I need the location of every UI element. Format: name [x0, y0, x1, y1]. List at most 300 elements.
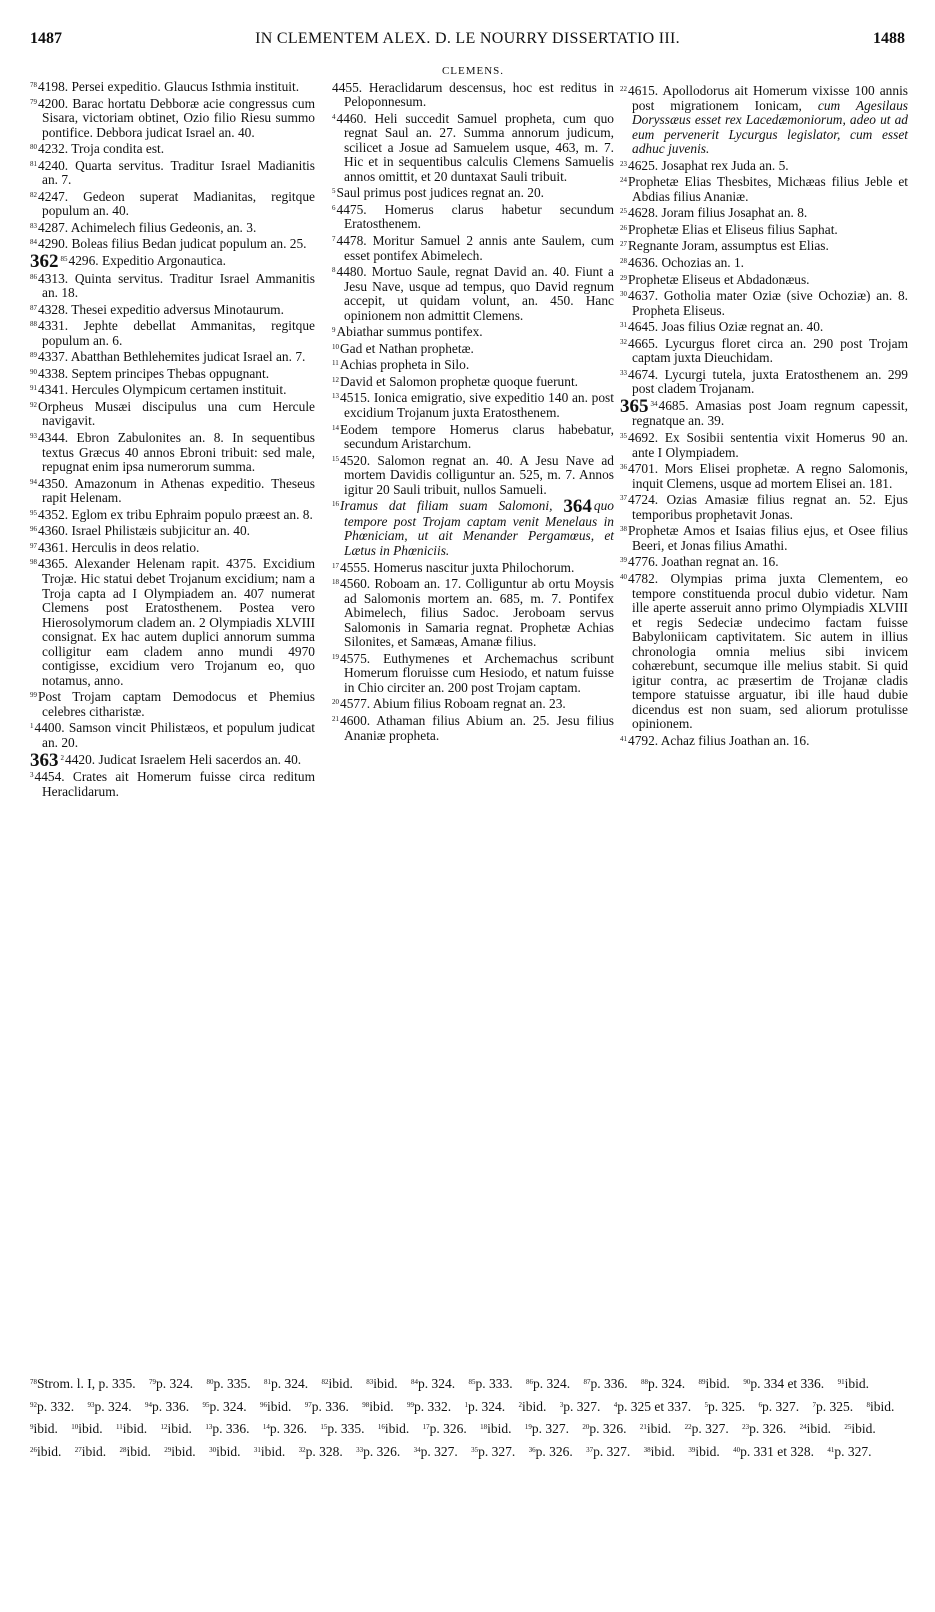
- chronology-entry: [332, 497, 614, 558]
- footnote: [519, 1399, 547, 1414]
- page-number-right: 1488: [873, 30, 905, 47]
- footnote-ref: 9: [332, 326, 336, 335]
- footnote-ref: 31: [620, 321, 627, 330]
- footnote-ref: 99: [30, 691, 37, 700]
- entry-text: Post Trojam captam Demodocus et Phemius celebres citharistæ.: [38, 689, 315, 719]
- entry-text: 4350. Amazonum in Athenas expeditio. Theseus rapit Helenam.: [38, 475, 315, 506]
- chronology-entry: [620, 204, 908, 221]
- chronology-entry: [30, 301, 315, 318]
- footnote-ref: 85: [60, 255, 68, 264]
- footnote-ref: 27: [620, 240, 627, 249]
- footnote-ref: 98: [30, 558, 37, 567]
- footnote-text: p. 326.: [749, 1421, 787, 1436]
- footnote-text: ibid.: [122, 1421, 148, 1436]
- footnote-number: 7: [812, 1400, 817, 1409]
- footnote-number: 9: [30, 1423, 34, 1431]
- footnote: [209, 1444, 240, 1459]
- margin-page-number: 365: [620, 395, 649, 417]
- footnote: [844, 1421, 875, 1436]
- entry-text: 4628. Joram filius Josaphat an. 8.: [628, 205, 808, 221]
- footnote-ref: 37: [620, 494, 627, 503]
- chronology-entry: [620, 366, 908, 397]
- footnote-number: 92: [30, 1400, 37, 1409]
- footnote-number: 33: [356, 1445, 364, 1454]
- footnote-ref: 87: [30, 303, 37, 312]
- footnote: [120, 1444, 151, 1459]
- footnote-text: p. 326.: [363, 1443, 401, 1459]
- entry-text: 4665. Lycurgus floret circa an. 290 post Trojam captam juxta Dieuchidam.: [628, 335, 908, 366]
- footnote-number: 34: [413, 1445, 421, 1454]
- chronology-entry: [30, 506, 315, 523]
- footnote-ref: 83: [30, 221, 37, 230]
- footnote-text: p. 324.: [468, 1398, 506, 1414]
- footnote-number: 21: [639, 1423, 647, 1431]
- chronology-entry: [30, 317, 315, 348]
- chronology-entry: [332, 81, 614, 110]
- entry-text: Orpheus Musæi discipulus una cum Hercule navigavit.: [38, 398, 315, 429]
- footnote-number: 86: [526, 1378, 534, 1386]
- footnote-number: 16: [377, 1423, 385, 1431]
- footnote: [685, 1421, 729, 1436]
- footnote-ref: 10: [332, 342, 339, 351]
- entry-text: 4296. Expeditio Argonautica.: [68, 253, 226, 269]
- footnote-ref: 93: [30, 432, 37, 441]
- footnote-text: ibid.: [81, 1443, 107, 1459]
- footnote-ref: 39: [620, 556, 627, 565]
- footnote-text: p. 326.: [269, 1421, 307, 1436]
- footnote-number: 99: [407, 1400, 415, 1409]
- footnote-number: 36: [528, 1445, 536, 1454]
- entry-text: Prophetæ Elias Thesbites, Michæas filius Jeble et Abdias filius Ananiæ.: [628, 174, 908, 204]
- chronology-entry: [30, 251, 315, 273]
- footnote: [88, 1399, 132, 1414]
- chronology-entry: [30, 381, 315, 398]
- footnote-number: 29: [164, 1445, 172, 1454]
- footnote-number: 84: [411, 1378, 419, 1386]
- footnote-text: ibid.: [328, 1376, 353, 1391]
- footnote-text: ibid.: [167, 1421, 192, 1436]
- footnote-ref: 12: [332, 375, 339, 384]
- footnote-ref: 26: [620, 223, 627, 232]
- chronology-entry: [332, 201, 614, 232]
- entry-text: 4792. Achaz filius Joathan an. 16.: [628, 732, 810, 748]
- footnote: [526, 1376, 570, 1391]
- footnote-number: 26: [30, 1445, 37, 1454]
- entry-text: 4247. Gedeon superat Madianitas, regitque populum an. 40.: [38, 188, 315, 219]
- footnote-ref: 95: [30, 508, 37, 517]
- chronology-entry: [30, 140, 315, 157]
- footnote-number: 8: [866, 1400, 871, 1409]
- entry-text: Saul primus post judices regnat an. 20.: [336, 185, 545, 201]
- footnote-ref: 25: [620, 207, 627, 216]
- entry-text: 4240. Quarta servitus. Traditur Israel Madianitis an. 7.: [38, 157, 315, 188]
- footnote-number: 79: [149, 1378, 157, 1386]
- chronology-entry: [30, 539, 315, 556]
- footnote-number: 88: [641, 1378, 649, 1386]
- entry-text: 4454. Crates ait Homerum fuisse circa reditum Heraclidarum.: [34, 769, 315, 799]
- footnote: [411, 1376, 455, 1391]
- chronology-entry: [332, 110, 614, 185]
- footnote-ref: 88: [30, 320, 37, 329]
- footnote-ref: 38: [620, 525, 627, 534]
- footnote-number: 80: [206, 1378, 214, 1386]
- entry-text: 4328. Thesei expeditio adversus Minotaurum.: [38, 301, 284, 317]
- footnote-text: p. 324.: [648, 1376, 686, 1391]
- footnotes: [30, 1372, 910, 1462]
- footnote-ref: 40: [620, 572, 627, 581]
- entry-text: 4674. Lycurgi tutela, juxta Eratosthenem an. 299 post cladem Trojanam.: [628, 366, 908, 397]
- footnote-text: ibid.: [522, 1398, 547, 1414]
- footnote-ref: 7: [332, 235, 336, 244]
- footnote-number: 41: [827, 1445, 835, 1454]
- entry-text: Abiathar summus pontifex.: [336, 324, 483, 340]
- footnote-number: 85: [468, 1378, 476, 1386]
- footnote: [207, 1376, 251, 1391]
- footnote-number: 87: [583, 1378, 591, 1386]
- footnote: [356, 1444, 400, 1459]
- entry-text-italic: cum Agesilaus Doryssæus esset rex Lacedæmoniorum, adeo ut ad eum pervenerit Lycurgus legislator, cum esset adhuc juvenis.: [632, 97, 908, 157]
- footnote-ref: 23: [620, 159, 627, 168]
- footnote: [867, 1399, 895, 1414]
- footnote-text: p. 326.: [589, 1421, 627, 1436]
- entry-text: 4637. Gotholia mater Oziæ (sive Ochoziæ) an. 8. Propheta Eliseus.: [628, 288, 908, 318]
- chronology-entry: [332, 232, 614, 263]
- chronology-entry: [30, 555, 315, 688]
- chronology-entry: [332, 356, 614, 373]
- chronology-entry: [332, 421, 614, 452]
- footnote-text: ibid.: [806, 1421, 831, 1436]
- entry-text: 4455. Heraclidarum descensus, hoc est reditus in Peloponnesum.: [332, 79, 614, 110]
- entry-text: 4515. Ionica emigratio, sive expeditio 140 an. post excidium Trojanum juxta Eratosthenem.: [340, 390, 614, 421]
- entry-text: 4478. Moritur Samuel 2 annis ante Saulem, cum esset pontifex Abimelech.: [336, 233, 614, 263]
- entry-text: 4782. Olympias prima juxta Clementem, eo tempore constituenda procul dubio videtur. Nam ille aperte asseruit anno primo Olympiadis XLVIII et regis Sedeciæ undecimo factam fuisse Babyloniicam captivitatem. Sic autem in illius chronologia omnia melius sibi invicem cohærebunt, secumque ille melius stabit. Si quid igitur contra, ac præsertim de Trojanæ cladis tempore statuisse arguatur, ibi ille haud dubie dicendus est non suam, sed aliorum protulisse opinionem.: [628, 570, 908, 732]
- footnote-text: p. 336.: [152, 1398, 190, 1414]
- chronology-entry: [30, 219, 315, 236]
- column-head: CLEMENS.: [441, 65, 505, 77]
- footnote-ref: 80: [30, 143, 37, 152]
- footnote-number: 94: [145, 1400, 152, 1409]
- chronology-entry: [620, 318, 908, 335]
- chronology-entry: [30, 78, 315, 95]
- entry-text: 4352. Eglom ex tribu Ephraim populo præest an. 8.: [38, 506, 313, 522]
- footnote-ref: 35: [620, 432, 627, 441]
- chronology-entry: [620, 570, 908, 732]
- footnote-ref: 97: [30, 541, 37, 550]
- footnote-text: ibid.: [260, 1443, 286, 1459]
- chronology-entry: [30, 719, 315, 750]
- footnote-text: p. 327.: [478, 1443, 516, 1459]
- footnote: [322, 1376, 353, 1391]
- footnote-text: ibid.: [33, 1421, 58, 1436]
- footnote-text: ibid.: [267, 1398, 292, 1414]
- footnote: [264, 1376, 308, 1391]
- footnote: [640, 1421, 671, 1436]
- entry-text: 4724. Ozias Amasiæ filius regnat an. 52. Ejus temporibus prophetavit Jonas.: [628, 492, 908, 522]
- footnote: [378, 1421, 409, 1436]
- entry-text: 4555. Homerus nascitur juxta Philochorum.: [340, 559, 575, 575]
- footnote: [116, 1421, 147, 1436]
- column-2: [332, 65, 614, 743]
- footnote-text: p. 327.: [593, 1443, 631, 1459]
- entry-text: 4577. Abium filius Roboam regnat an. 23.: [340, 696, 566, 712]
- footnote-number: 23: [742, 1423, 750, 1431]
- footnote-text: p. 325 et 337.: [617, 1398, 692, 1414]
- footnote-number: 83: [366, 1378, 374, 1386]
- footnote: [584, 1376, 628, 1391]
- footnote: [800, 1421, 831, 1436]
- footnote-text: p. 327.: [834, 1443, 872, 1459]
- chronology-entry: [30, 688, 315, 719]
- chronology-entry: [30, 95, 315, 141]
- footnote-text: p. 324.: [271, 1376, 309, 1391]
- footnote-number: 20: [582, 1423, 590, 1431]
- chronology-entry: [620, 429, 908, 460]
- footnote-text: p. 332.: [414, 1398, 452, 1414]
- chronology-entry: [620, 491, 908, 522]
- footnote: [586, 1444, 630, 1459]
- footnote-ref: 94: [30, 477, 37, 486]
- margin-page-number: 364: [563, 496, 592, 518]
- footnote: [699, 1376, 730, 1391]
- footnote-text: p. 328.: [305, 1443, 343, 1459]
- footnote-text: p. 331 et 328.: [740, 1443, 814, 1459]
- footnote-text: ibid.: [37, 1443, 62, 1459]
- footnote-ref: 91: [30, 384, 37, 393]
- footnote: [641, 1376, 685, 1391]
- footnote-number: 35: [471, 1445, 479, 1454]
- entry-text: 4520. Salomon regnat an. 40. A Jesu Nave ad mortem Davidis colliguntur an. 525, m. 7. Annos igitur 20 Sauli tribuit, nullos Samueli.: [340, 452, 614, 497]
- footnote-number: 32: [298, 1445, 306, 1454]
- footnote-number: 15: [320, 1423, 328, 1431]
- chronology-entry: [30, 429, 315, 475]
- footnote-text: p. 326.: [535, 1443, 573, 1459]
- footnote-text: ibid.: [369, 1398, 394, 1414]
- entry-text: 4701. Mors Elisei prophetæ. A regno Salomonis, inquit Clemens, usque ad mortem Elisei an. 181.: [628, 461, 908, 491]
- footnote: [423, 1421, 467, 1436]
- footnote-number: 95: [202, 1400, 210, 1409]
- footnote-text: p. 324.: [94, 1398, 132, 1414]
- footnote-number: 1: [464, 1400, 469, 1409]
- footnote-ref: 79: [30, 97, 37, 106]
- footnote: [305, 1399, 349, 1414]
- chronology-entry: [30, 188, 315, 219]
- footnote-number: 14: [262, 1423, 270, 1431]
- footnote-number: 98: [362, 1400, 370, 1409]
- chronology-entry: [620, 254, 908, 271]
- footnote-text: p. 324.: [418, 1376, 456, 1391]
- entry-text: Achias propheta in Silo.: [339, 357, 470, 373]
- footnote-text: p. 332.: [37, 1398, 75, 1414]
- chronology-entry: [620, 732, 908, 749]
- footnote-text: ibid.: [844, 1376, 869, 1391]
- footnote: [480, 1421, 511, 1436]
- footnote-ref: 1: [30, 722, 34, 731]
- footnote-ref: 11: [332, 359, 339, 368]
- footnote: [161, 1421, 192, 1436]
- footnote: [164, 1444, 195, 1459]
- chronology-entry: [332, 650, 614, 696]
- chronology-entry: [332, 452, 614, 498]
- entry-text: 4400. Samson vincit Philistæos, et populum judicat an. 20.: [34, 720, 315, 750]
- footnote-number: 24: [799, 1423, 807, 1431]
- footnote-number: 28: [119, 1445, 127, 1454]
- footnote: [75, 1444, 106, 1459]
- chronology-entry: [332, 389, 614, 420]
- footnote-text: p. 324.: [156, 1376, 194, 1391]
- footnote-text: ibid.: [126, 1443, 151, 1459]
- footnote-ref: 24: [620, 176, 627, 185]
- footnote-number: 5: [704, 1400, 709, 1409]
- chronology-entry: [332, 559, 614, 576]
- footnote: [205, 1421, 249, 1436]
- footnote-ref: 8: [332, 266, 336, 275]
- footnote-text: p. 335.: [327, 1421, 365, 1436]
- margin-page-number: 362: [30, 251, 59, 273]
- entry-text: 4200. Barac hortatu Debboræ acie congressus cum Sisara, victoriam obtinet, Ozio filio Riesu summo pontifice. Debbora judicat Israel an. 40.: [38, 95, 315, 140]
- footnote-ref: 20: [332, 698, 339, 707]
- footnote-number: 25: [844, 1423, 852, 1431]
- chronology-entry: [620, 157, 908, 174]
- entry-text-italic: quo tempore post Trojam captam venit Menelaus in Phœniciam, ut ait Menander Pergamœus, et Lætus in Phœniciis.: [344, 498, 614, 558]
- footnote: [366, 1376, 397, 1391]
- footnote-ref: 18: [332, 578, 339, 587]
- entry-text: 4287. Achimelech filius Gedeonis, an. 3.: [38, 219, 257, 235]
- footnote-ref: 3: [30, 771, 34, 780]
- chronology-entry: [30, 235, 315, 252]
- footnote-text: p. 333.: [475, 1376, 513, 1391]
- chronology-entry: [30, 348, 315, 365]
- entry-text: 4365. Alexander Helenam rapit. 4375. Excidium Trojæ. Hic statui debet Trojanum excidium; nam a Troja capta ad I Olympiadem an. 407 numerat Clemens post Eratosthenem. Postea vero Hierosolymorum cladem an. 2 Olympiadis XLVIII consignat. Ex hac autem duplici annorum summa colligitur eam cladem anno mundi 4970 contigisse, excidium vero Trojanum eo, quo notamus, anno.: [38, 556, 315, 688]
- entry-text: 4692. Ex Sosibii sententia vixit Homerus 90 an. ante I Olympiadem.: [628, 430, 908, 460]
- footnote: [30, 1421, 58, 1436]
- chronology-entry: [30, 751, 315, 769]
- entry-text: Iramus dat filiam suam Salomoni,: [340, 498, 564, 514]
- footnote: [614, 1399, 691, 1414]
- footnote: [414, 1444, 458, 1459]
- chronology-entry: [620, 460, 908, 491]
- footnote-ref: 14: [332, 423, 339, 432]
- footnote: [838, 1376, 869, 1391]
- entry-text: Prophetæ Eliseus et Abdadonæus.: [628, 271, 810, 287]
- footnote: [320, 1421, 364, 1436]
- footnote-text: p. 325.: [816, 1398, 854, 1414]
- entry-text: 4360. Israel Philistæis subjicitur an. 40.: [38, 523, 251, 539]
- footnote-text: p. 326.: [429, 1421, 467, 1436]
- page-number-left: 1487: [30, 30, 62, 47]
- footnote: [813, 1399, 854, 1414]
- footnote-text: p. 324.: [533, 1376, 571, 1391]
- chronology-entry: [332, 373, 614, 390]
- footnote-number: 6: [758, 1400, 763, 1409]
- footnote-ref: 86: [30, 272, 37, 281]
- chronology-entry: [332, 323, 614, 340]
- footnote-ref: 21: [332, 714, 339, 723]
- footnote: [30, 1399, 74, 1414]
- footnote-ref: 33: [620, 368, 627, 377]
- footnote-text: p. 327.: [563, 1398, 601, 1414]
- chronology-entry: [620, 173, 908, 204]
- footnote-ref: 4: [332, 112, 336, 121]
- footnote-ref: 92: [30, 400, 37, 409]
- footnote-number: 96: [260, 1400, 267, 1409]
- footnote-number: 97: [304, 1400, 312, 1409]
- footnote-text: ibid.: [705, 1376, 730, 1391]
- footnote-text: p. 336.: [311, 1398, 349, 1414]
- entry-text: 4290. Boleas filius Bedan judicat populum an. 25.: [38, 236, 307, 252]
- entry-text: 4575. Euthymenes et Archemachus scribunt Homerum floruisse cum Hesiodo, et natum fuisse in Chio circiter an. 200 post Trojam captam.: [340, 650, 614, 695]
- footnote-number: 18: [480, 1423, 488, 1431]
- entry-text: 4685. Amasias post Joam regnum capessit, regnatque an. 39.: [632, 397, 908, 429]
- entry-text: 4341. Hercules Olympicum certamen instituit.: [38, 382, 287, 398]
- footnote-number: 3: [559, 1400, 564, 1409]
- footnote-number: 22: [684, 1423, 692, 1431]
- footnote: [30, 1376, 136, 1391]
- footnote-ref: 6: [332, 203, 336, 212]
- footnote: [263, 1421, 307, 1436]
- footnote: [203, 1399, 247, 1414]
- footnote-ref: 30: [620, 290, 627, 299]
- entry-text: 4232. Troja condita est.: [38, 141, 165, 157]
- footnote: [469, 1376, 513, 1391]
- chronology-entry: [620, 397, 908, 429]
- chronology-entry: [332, 184, 614, 201]
- footnote-ref: 36: [620, 463, 627, 472]
- footnote-number: 38: [643, 1445, 651, 1454]
- footnote-ref: 13: [332, 392, 339, 401]
- entry-text: 4560. Roboam an. 17. Colliguntur ab ortu Moysis ad Salomonis mortem an. 685, m. 7. Pontifex Abimelech, filius Sadoc. Jeroboam servus Salomonis in Samaria regnat. Prophetæ Achias Silonites, et Samæas, Amanæ filius.: [340, 576, 614, 650]
- entry-text: 4480. Mortuo Saule, regnat David an. 40. Fiunt a Jesu Nave, usque ad tempus, quo David regnum accepit, ut quidam volunt, an. 450. Hanc opinionem non admittit Clemens.: [336, 264, 614, 323]
- chronology-entry: [620, 553, 908, 570]
- entry-text: Gad et Nathan prophetæ.: [340, 340, 474, 356]
- footnote-ref: 78: [30, 81, 37, 89]
- footnote: [688, 1444, 719, 1459]
- chronology-entry: [30, 522, 315, 539]
- entry-text: 4625. Josaphat rex Juda an. 5.: [628, 157, 789, 173]
- footnote-number: 2: [518, 1400, 523, 1409]
- footnote: [465, 1399, 506, 1414]
- footnote: [260, 1399, 291, 1414]
- footnote-ref: 34: [650, 399, 658, 408]
- footnote: [705, 1399, 746, 1414]
- entry-text: 4475. Homerus clarus habetur secundum Eratosthenem.: [336, 201, 614, 232]
- footnote-text: p. 336.: [212, 1421, 250, 1436]
- footnote-ref: 84: [30, 238, 37, 247]
- footnote: [299, 1444, 343, 1459]
- chronology-entry: [332, 575, 614, 650]
- footnote-number: 11: [116, 1423, 123, 1431]
- chronology-entry: [620, 237, 908, 254]
- footnote: [30, 1444, 61, 1459]
- entry-text: Regnante Joram, assumptus est Elias.: [628, 238, 829, 254]
- footnote-text: ibid.: [650, 1443, 675, 1459]
- footnote-text: p. 327.: [762, 1398, 800, 1414]
- footnote: [254, 1444, 285, 1459]
- entry-text: 4338. Septem principes Thebas oppugnant.: [38, 365, 270, 381]
- footnote-ref: 5: [332, 187, 336, 196]
- entry-text: 4636. Ochozias an. 1.: [628, 255, 745, 271]
- footnote: [743, 1376, 824, 1391]
- footnote-ref: 19: [332, 652, 339, 661]
- chronology-entry: [332, 712, 614, 743]
- footnote-text: p. 327.: [691, 1421, 729, 1436]
- footnote-ref: 32: [620, 337, 627, 346]
- entry-text: 4331. Jephte debellat Ammanitas, regitque populum an. 6.: [38, 318, 315, 348]
- footnote: [362, 1399, 393, 1414]
- footnote-number: 13: [205, 1423, 213, 1431]
- footnote-number: 81: [264, 1378, 272, 1386]
- footnote: [145, 1399, 189, 1414]
- footnote-ref: 90: [30, 367, 37, 376]
